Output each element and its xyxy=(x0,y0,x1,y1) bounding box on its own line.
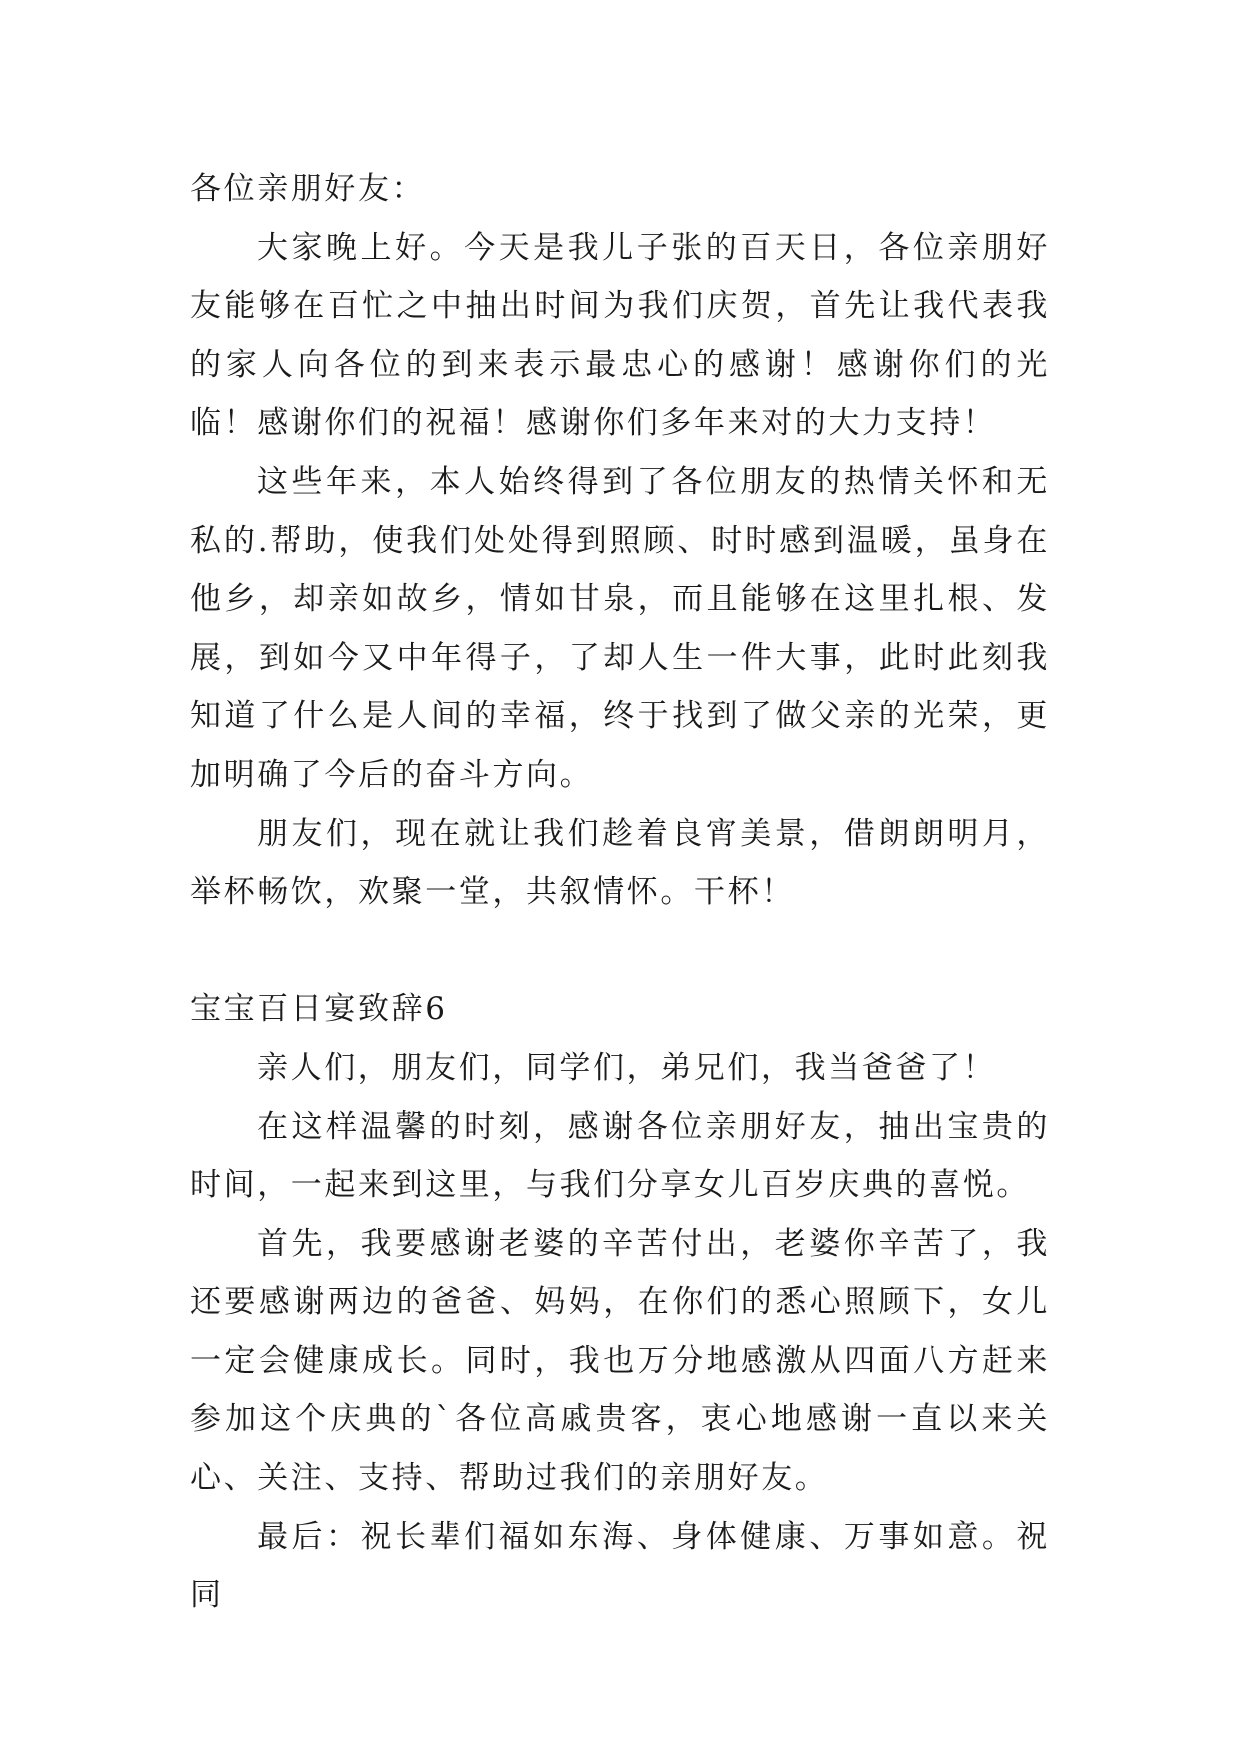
paragraph: 这些年来，本人始终得到了各位朋友的热情关怀和无私的.帮助，使我们处处得到照顾、时时感到温暖，虽身在他乡，却亲如故乡，情如甘泉，而且能够在这里扎根、发展，到如今又中年得子，了却人生一件大事，此时此刻我知道了什么是人间的幸福，终于找到了做父亲的光荣，更加明确了今后的奋斗方向。 xyxy=(190,463,1050,793)
paragraph: 首先，我要感谢老婆的辛苦付出，老婆你辛苦了，我还要感谢两边的爸爸、妈妈，在你们的悉心照顾下，女儿一定会健康成长。同时，我也万分地感激从四面八方赶来参加这个庆典的`各位高戚贵客，衷心地感谢一直以来关心、关注、支持、帮助过我们的亲朋好友。 xyxy=(190,1225,1050,1497)
paragraph: 最后：祝长辈们福如东海、身体健康、万事如意。祝同 xyxy=(190,1518,1050,1614)
salutation: 各位亲朋好友： xyxy=(190,171,426,207)
paragraph: 大家晚上好。今天是我儿子张的百天日，各位亲朋好友能够在百忙之中抽出时间为我们庆贺，首先让我代表我的家人向各位的到来表示最忠心的感谢！感谢你们的光临！感谢你们的祝福！感谢你们多年来对的大力支持！ xyxy=(190,229,1050,442)
paragraph: 在这样温馨的时刻，感谢各位亲朋好友，抽出宝贵的时间，一起来到这里，与我们分享女儿百岁庆典的喜悦。 xyxy=(190,1108,1050,1204)
paragraph: 亲人们，朋友们，同学们，弟兄们，我当爸爸了！ xyxy=(257,1049,997,1086)
section-title: 宝宝百日宴致辞6 xyxy=(190,991,448,1028)
paragraph: 朋友们，现在就让我们趁着良宵美景，借朗朗明月，举杯畅饮，欢聚一堂，共叙情怀。干杯！ xyxy=(190,815,1050,911)
section-gap xyxy=(190,922,1050,981)
document-body xyxy=(190,160,1050,1625)
